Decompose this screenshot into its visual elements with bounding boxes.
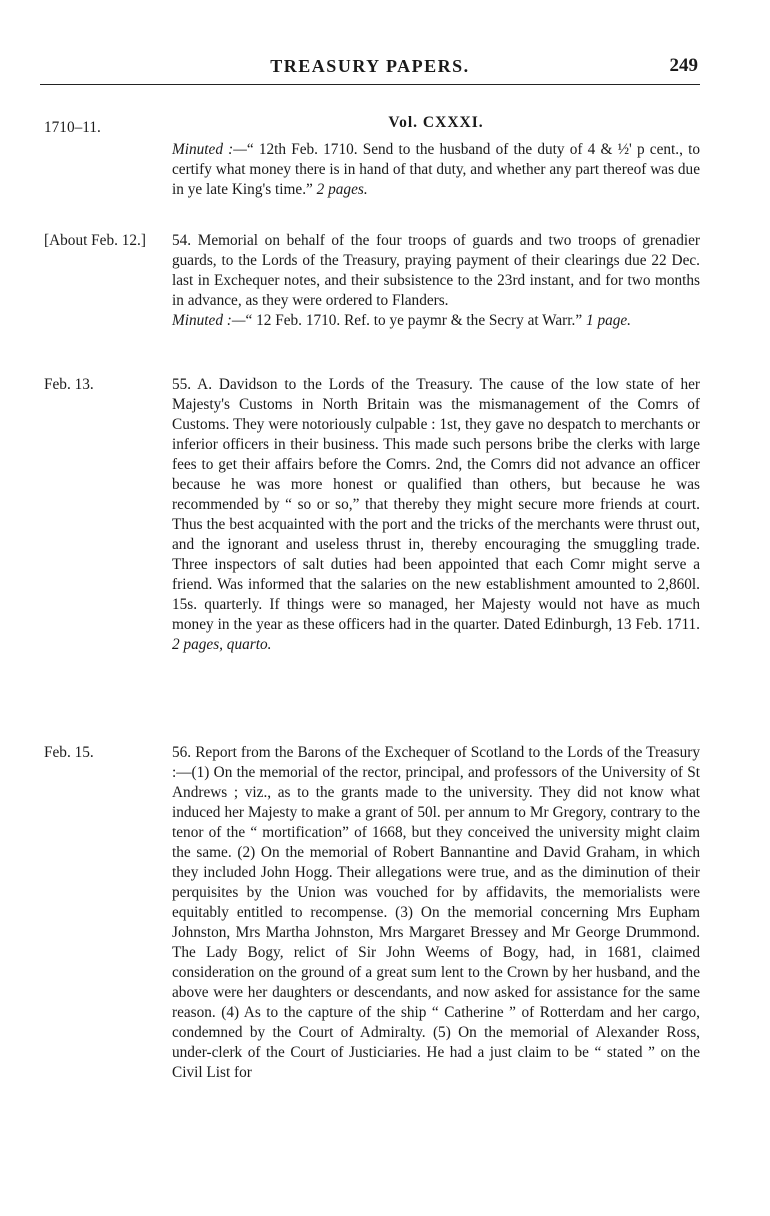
running-title: TREASURY PAPERS. xyxy=(270,56,470,76)
minute-label: Minuted :— xyxy=(172,141,247,158)
entry-date: Feb. 15. xyxy=(44,744,94,761)
entry-date: Feb. 13. xyxy=(44,376,94,393)
entry-54 xyxy=(172,231,700,331)
entry-55 xyxy=(172,375,700,655)
page-number: 249 xyxy=(669,55,698,76)
entry-continuation xyxy=(172,140,700,200)
volume-heading: Vol. CXXXI. xyxy=(388,114,484,131)
entry-text: 55. A. Davidson to the Lords of the Treasury. The cause of the low state of her Majesty's Customs in North Britain was the mismanagement of the Comrs of Customs. They were notoriously culpable : 1st, they gave no despatch to merchants or inferior officers in their business. This made such persons bribe the clerks with large fees to get their affairs before the Comrs. 2nd, the Comrs did not advance an officer because he was more honest or qualified than others, but because he was recommended by “ so or so,” that thereby they might secure more friends at court. Thus the best acquainted with the port and the tricks of the merchants were thrust out, and the ignorant and useless thrust in, thereby encouraging the smuggling trade. Three inspectors of salt duties had been appointed that each Comr might serve a friend. Was informed that the salaries on the new establishment amounted to 2,860l. 15s. quarterly. If things were so managed, her Majesty would not have as much money in the year as these officers had in the quarter. Dated Edinburgh, 13 Feb. 1711. xyxy=(172,376,700,633)
minute-text: “ 12 Feb. 1710. Ref. to ye paymr & the Secry at Warr.” xyxy=(245,312,583,329)
minute-label: Minuted :— xyxy=(172,312,246,329)
page-header xyxy=(40,50,700,85)
page-extent: 2 pages. xyxy=(316,181,368,198)
entry-date: [About Feb. 12.] xyxy=(44,232,146,249)
entry-date: 1710–11. xyxy=(44,119,101,136)
page-extent: 2 pages, quarto. xyxy=(172,636,272,653)
page-extent: 1 page. xyxy=(585,312,632,329)
entry-56 xyxy=(172,743,700,1083)
entry-text: 56. Report from the Barons of the Exchequer of Scotland to the Lords of the Treasury :—(1) On the memorial of the rector, principal, and professors of the University of St Andrews ; viz., as to the grants made to the university. They did not know what induced her Majesty to make a grant of 50l. per annum to Mr Gregory, contrary to the tenor of the “ mortification” of 1668, but they conceived the university might claim the same. (2) On the memorial of Robert Bannantine and David Graham, in which they included John Hogg. Their allegations were true, and as the diminution of their perquisites by the Union was vouched for by affidavits, the memorialists were equitably entitled to recompense. (3) On the memorial concerning Mrs Eupham Johnston, Mrs Martha Johnston, Mrs Margaret Bressey and Mr George Drummond. The Lady Bogy, relict of Sir John Weems of Bogy, had, in 1681, claimed consideration on the ground of a great sum lent to the Crown by her husband, and the above were her daughters or descendants, and now asked for assistance for the same reason. (4) As to the capture of the ship “ Catherine ” of Rotterdam and her cargo, condemned by the Court of Admiralty. (5) On the memorial of Alexander Ross, under-clerk of the Court of Justiciaries. He had a just claim to be “ stated ” on the Civil List for xyxy=(172,744,700,1081)
minute-text: “ 12th Feb. 1710. Send to the husband of the duty of 4 & ½' p cent., to certify what money there is in hand of that duty, and whether any part thereof was due in ye late King's time.” xyxy=(172,141,701,198)
entry-text: 54. Memorial on behalf of the four troops of guards and two troops of grenadier guards, to the Lords of the Treasury, praying payment of their clearings due 22 Dec. last in Exchequer notes, and their subsistence to the 23rd instant, and for two months in advance, as they were ordered to Flanders. xyxy=(172,232,700,309)
